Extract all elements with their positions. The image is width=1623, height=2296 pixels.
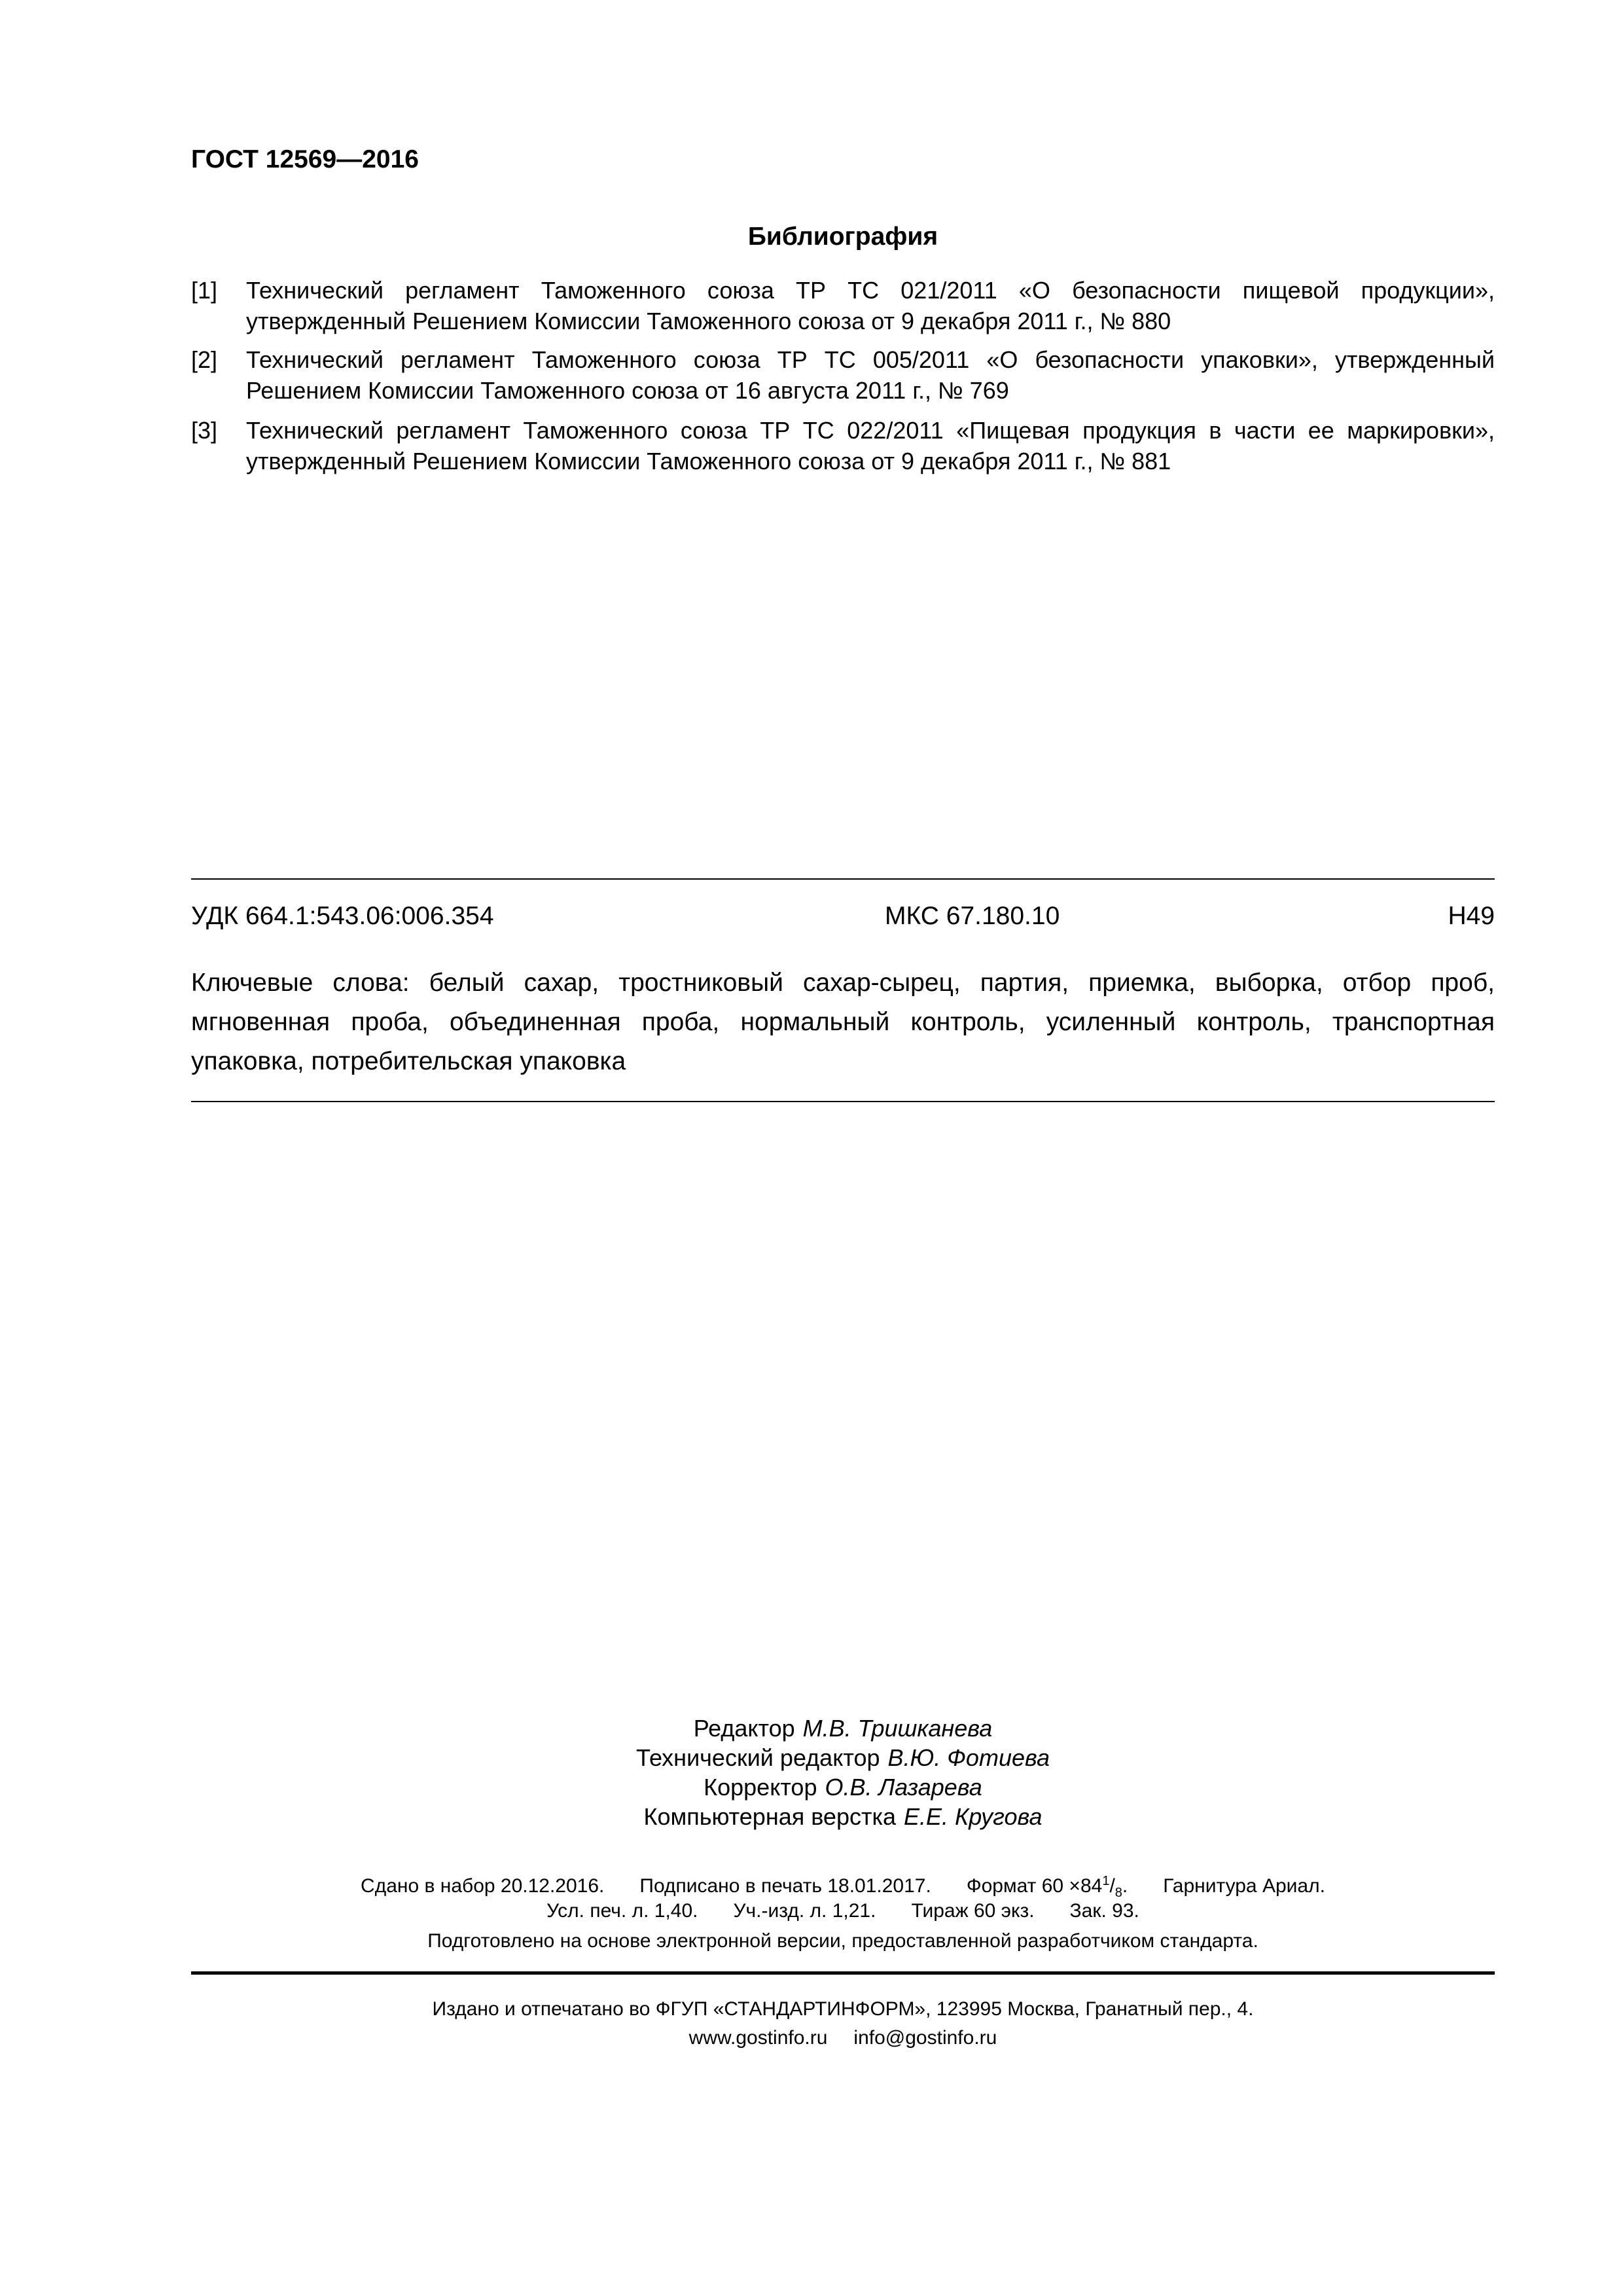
circulation: Тираж 60 экз. bbox=[911, 1900, 1035, 1922]
submitted-date: Сдано в набор 20.12.2016. bbox=[361, 1875, 605, 1897]
paper-format: Формат $60 \times 84^1/_8$. bbox=[966, 1874, 1128, 1900]
divider-top bbox=[191, 878, 1495, 880]
keywords: Ключевые слова: белый сахар, тростниковый сахар-сырец, партия, приемка, выборка, отбор проб, мгновенная проба, объединенная проба, нормальный контроль, усиленный контроль, транспортная упаковка, потребительская упаковка bbox=[191, 969, 1495, 1075]
mks-code: МКС 67.180.10 bbox=[885, 902, 1060, 930]
credit-role: Компьютерная верстка bbox=[643, 1803, 897, 1830]
divider-footer bbox=[191, 1971, 1495, 1975]
credit-name: М.В. Тришканева bbox=[802, 1715, 993, 1742]
imprint-note: Подготовлено на основе электронной версии, предоставленной разработчиком стандарта. bbox=[427, 1930, 1258, 1952]
bibliography-item bbox=[191, 344, 1495, 406]
divider-bottom bbox=[191, 1101, 1495, 1102]
credit-line bbox=[191, 1713, 1495, 1743]
credit-line bbox=[191, 1772, 1495, 1802]
reference-text: Технический регламент Таможенного союза ТР ТС 005/2011 «О безопасности упаковки», утвержденный Решением Комиссии Таможенного союза от 16 августа 2011 г., № 769 bbox=[246, 346, 1495, 404]
bibliography-item bbox=[191, 415, 1495, 476]
publisher-line: Издано и отпечатано во ФГУП «СТАНДАРТИНФОРМ», 123995 Москва, Гранатный пер., 4. bbox=[432, 1998, 1254, 2020]
reference-text: Технический регламент Таможенного союза ТР ТС 022/2011 «Пищевая продукция в части ее маркировки», утвержденный Решением Комиссии Таможенного союза от 9 декабря 2011 г., № 881 bbox=[246, 417, 1495, 475]
credit-role: Технический редактор bbox=[635, 1744, 880, 1771]
credit-name: Е.Е. Кругова bbox=[904, 1803, 1043, 1830]
reference-number: [3] bbox=[191, 417, 218, 444]
credit-name: О.В. Лазарева bbox=[825, 1774, 982, 1801]
typeface: Гарнитура Ариал. bbox=[1163, 1875, 1325, 1897]
credits-block bbox=[191, 1713, 1495, 1831]
signed-date: Подписано в печать 18.01.2017. bbox=[639, 1875, 931, 1897]
order-number: Зак. 93. bbox=[1069, 1900, 1139, 1922]
print-sheets: Усл. печ. л. 1,40. bbox=[546, 1900, 698, 1922]
credit-role: Корректор bbox=[704, 1774, 817, 1801]
credit-line bbox=[191, 1802, 1495, 1831]
document-code: ГОСТ 12569—2016 bbox=[191, 145, 419, 173]
reference-text: Технический регламент Таможенного союза ТР ТС 021/2011 «О безопасности пищевой продукции», утвержденный Решением Комиссии Таможенного союза от 9 декабря 2011 г., № 880 bbox=[246, 277, 1495, 334]
email-link[interactable]: info@gostinfo.ru bbox=[853, 2027, 997, 2049]
publishing-sheets: Уч.-изд. л. 1,21. bbox=[733, 1900, 876, 1922]
bibliography-title: Библиография bbox=[747, 223, 938, 251]
website-link[interactable]: www.gostinfo.ru bbox=[688, 2027, 828, 2049]
credit-line bbox=[191, 1743, 1495, 1772]
udk-code: УДК 664.1:543.06:006.354 bbox=[191, 902, 494, 930]
credit-role: Редактор bbox=[693, 1715, 795, 1742]
classification-row bbox=[191, 902, 1495, 935]
imprint-line-2 bbox=[191, 1897, 1495, 1926]
group-code: Н49 bbox=[1448, 902, 1495, 930]
reference-number: [2] bbox=[191, 346, 218, 373]
reference-number: [1] bbox=[191, 277, 218, 304]
publisher-block bbox=[191, 1995, 1495, 2053]
credit-name: В.Ю. Фотиева bbox=[887, 1744, 1050, 1771]
bibliography-item bbox=[191, 275, 1495, 336]
publisher-contacts bbox=[191, 2024, 1495, 2053]
